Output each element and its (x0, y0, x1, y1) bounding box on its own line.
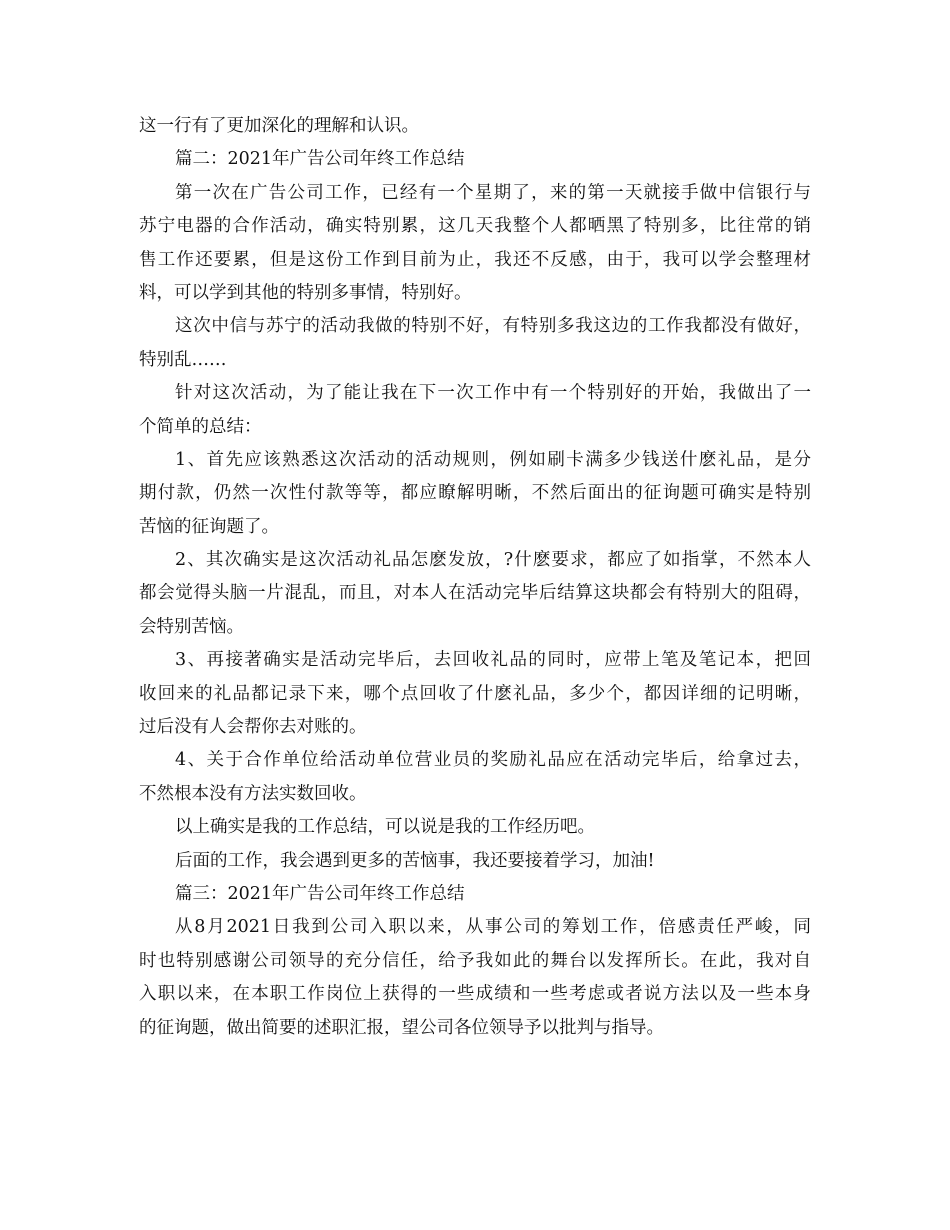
text-line: 苦恼的征询题了。 (139, 516, 279, 537)
text-line: 这次中信与苏宁的活动我做的特别不好，有特别多我这边的工作我都没有做好， (175, 316, 811, 337)
text-line: 时也特别感谢公司领导的充分信任，给予我如此的舞台以发挥所长。在此，我对自 (139, 950, 811, 971)
text-line: 售工作还要累，但是这份工作到目前为止，我还不反感，由于，我可以学会整理材 (139, 249, 811, 270)
text-line: 料，可以学到其他的特别多事情，特别好。 (139, 282, 472, 303)
text-line: 后面的工作，我会遇到更多的苦恼事，我还要接着学习，加油! (175, 850, 655, 871)
text-line: 2、其次确实是这次活动礼品怎麽发放，?什麽要求，都应了如指掌，不然本人 (175, 550, 811, 571)
text-line: 4、关于合作单位给活动单位营业员的奖励礼品应在活动完毕后，给拿过去， (175, 750, 811, 771)
text-line: 1、首先应该熟悉这次活动的活动规则，例如刷卡满多少钱送什麽礼品，是分 (175, 449, 811, 470)
text-line: 入职以来，在本职工作岗位上获得的一些成绩和一些考虑或者说方法以及一些本身 (139, 984, 811, 1005)
text-line: 篇三：2021年广告公司年终工作总结 (175, 883, 465, 904)
text-line: 不然根本没有方法实数回收。 (139, 783, 367, 804)
text-line: 以上确实是我的工作总结，可以说是我的工作经历吧。 (175, 817, 595, 838)
text-line: 会特别苦恼。 (139, 616, 244, 637)
text-line: 从8月2021日我到公司入职以来，从事公司的筹划工作，倍感责任严峻，同 (175, 917, 811, 938)
text-line: 3、再接著确实是活动完毕后，去回收礼品的同时，应带上笔及笔记本，把回 (175, 650, 811, 671)
text-line: 都会觉得头脑一片混乱，而且，对本人在活动完毕后结算这块都会有特别大的阻碍， (139, 583, 811, 604)
document-body (139, 110, 811, 1045)
text-line: 的征询题，做出简要的述职汇报，望公司各位领导予以批判与指导。 (139, 1017, 664, 1038)
text-line: 针对这次活动，为了能让我在下一次工作中有一个特别好的开始，我做出了一 (175, 383, 811, 404)
text-line: 过后没有人会帮你去对账的。 (139, 717, 367, 738)
text-line: 苏宁电器的合作活动，确实特别累，这几天我整个人都晒黑了特别多，比往常的销 (139, 216, 811, 237)
text-line: 第一次在广告公司工作，已经有一个星期了，来的第一天就接手做中信银行与 (175, 182, 811, 203)
text-line: 这一行有了更加深化的理解和认识。 (139, 116, 419, 136)
text-line: 个简单的总结： (139, 416, 262, 437)
text-line: 期付款，仍然一次性付款等等，都应瞭解明晰，不然后面出的征询题可确实是特别 (139, 483, 811, 504)
text-line: 收回来的礼品都记录下来，哪个点回收了什麽礼品，多少个，都因详细的记明晰， (139, 683, 811, 704)
text-line: 篇二：2021年广告公司年终工作总结 (175, 149, 465, 170)
text-line: 特别乱…… (139, 349, 227, 370)
